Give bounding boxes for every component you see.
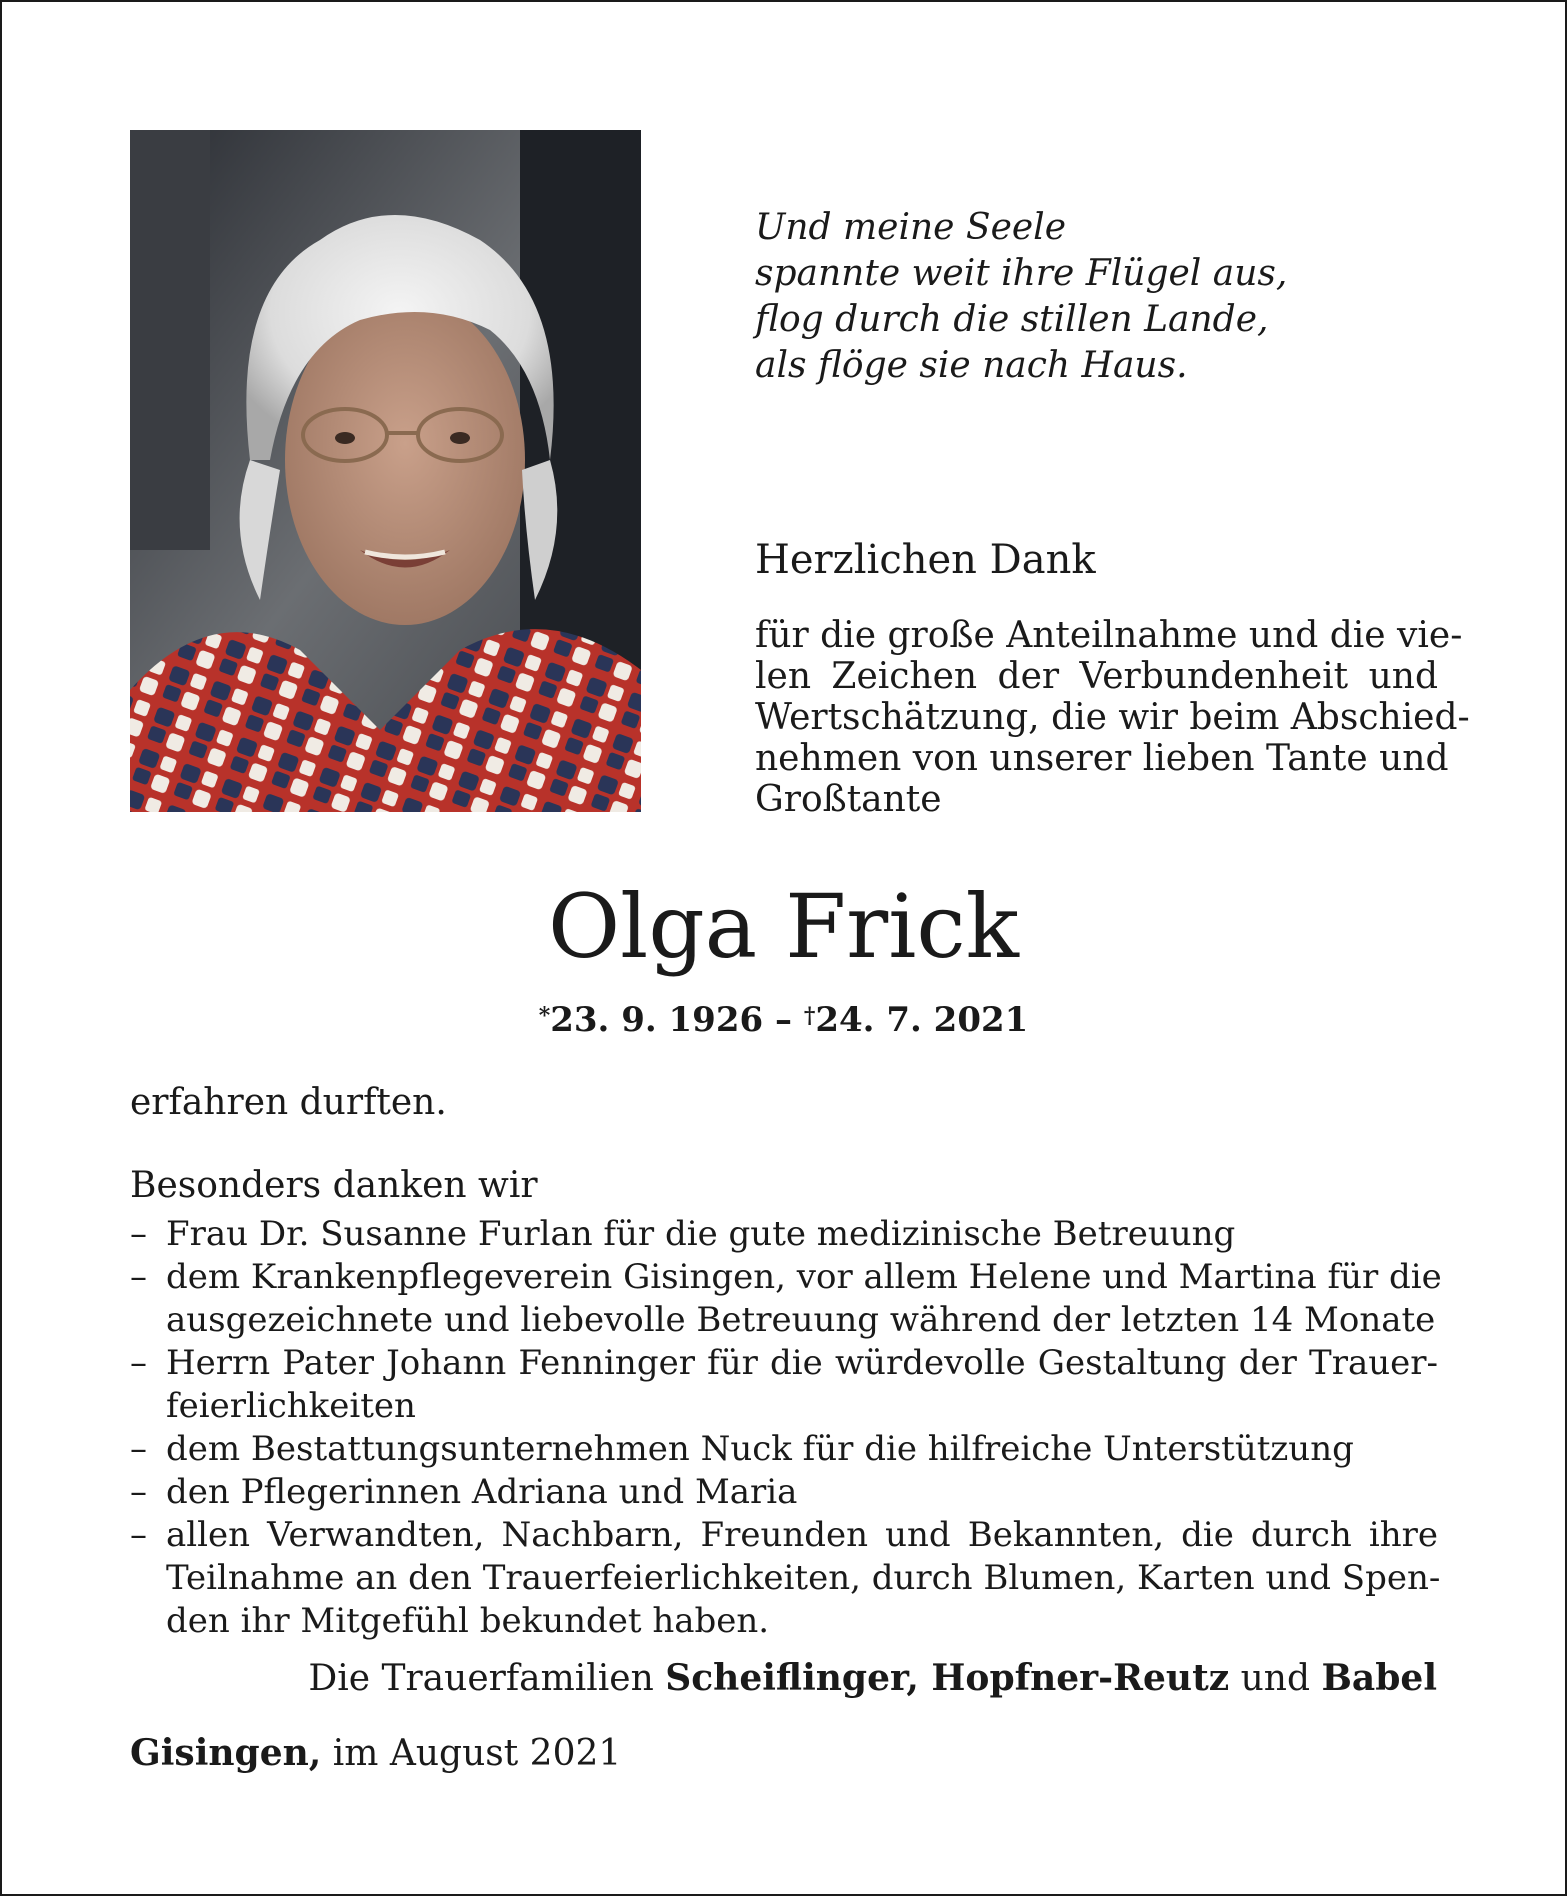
thanks-line: len Zeichen der Verbundenheit und xyxy=(755,656,1438,697)
thanks-line: Großtante xyxy=(755,779,942,820)
thanks-line: Wertschätzung, die wir beim Abschied- xyxy=(755,697,1470,738)
poem-line: Und meine Seele xyxy=(755,207,1066,248)
list-item-line: Teilnahme an den Trauerfeierlichkeiten, durch Blumen, Karten und Spen- xyxy=(166,1558,1441,1598)
list-item-line: dem Krankenpflegeverein Gisingen, vor allem Helene und Martina für die xyxy=(166,1257,1442,1297)
list-item-line: ausgezeichnete und liebevolle Betreuung während der letzten 14 Monate xyxy=(166,1300,1436,1340)
birth-date: 23. 9. 1926 xyxy=(550,1000,764,1040)
list-dash: – xyxy=(130,1515,147,1555)
list-item-line: dem Bestattungsunternehmen Nuck für die hilfreiche Unterstützung xyxy=(166,1429,1354,1469)
after-text: erfahren durften. xyxy=(130,1082,447,1123)
death-date: 24. 7. 2021 xyxy=(815,1000,1029,1040)
list-item-line: feierlichkeiten xyxy=(166,1386,416,1426)
poem xyxy=(755,205,1315,389)
list-dash: – xyxy=(130,1429,147,1469)
thanks-body xyxy=(755,615,1470,820)
death-symbol: † xyxy=(803,1003,816,1029)
list-item-line: Frau Dr. Susanne Furlan für die gute medizinische Betreuung xyxy=(166,1214,1236,1254)
signature-prefix: Die Trauerfamilien xyxy=(308,1658,666,1699)
list-item xyxy=(130,1213,1438,1256)
portrait-photo xyxy=(130,130,641,812)
life-dates xyxy=(0,998,1567,1042)
list-item xyxy=(130,1428,1438,1471)
list-dash: – xyxy=(130,1343,147,1383)
list-item xyxy=(130,1514,1441,1643)
list-item-line: allen Verwandten, Nachbarn, Freunden und Bekannten, die durch ihre xyxy=(166,1515,1438,1555)
deceased-name: Olga Frick xyxy=(548,875,1019,978)
special-thanks-heading: Besonders danken wir xyxy=(130,1165,538,1206)
list-item-line: den Pflegerinnen Adriana und Maria xyxy=(166,1472,798,1512)
place-date xyxy=(130,1730,621,1777)
list-item-line: Herrn Pater Johann Fenninger für die würdevolle Gestaltung der Trauer- xyxy=(166,1343,1438,1383)
signature xyxy=(308,1655,1437,1702)
poem-line: spannte weit ihre Flügel aus, xyxy=(755,253,1288,294)
special-thanks-list xyxy=(130,1213,1442,1643)
thanks-line: nehmen von unserer lieben Tante und xyxy=(755,738,1449,779)
poem-line: flog durch die stillen Lande, xyxy=(755,299,1269,340)
signature-families-1: Scheiflinger, Hopfner-Reutz xyxy=(665,1657,1230,1699)
date-separator: – xyxy=(763,1000,804,1040)
thanks-line: für die große Anteilnahme und die vie- xyxy=(755,615,1463,656)
list-item-line: den ihr Mitgefühl bekundet haben. xyxy=(166,1601,770,1641)
poem-line: als flöge sie nach Haus. xyxy=(755,345,1188,386)
place: Gisingen, xyxy=(130,1732,322,1774)
thanks-heading: Herzlichen Dank xyxy=(755,537,1096,583)
list-dash: – xyxy=(130,1214,147,1254)
signature-middle: und xyxy=(1229,1658,1322,1699)
list-item xyxy=(130,1256,1442,1342)
birth-symbol: * xyxy=(538,1003,551,1029)
list-item xyxy=(130,1471,1438,1514)
date: im August 2021 xyxy=(321,1733,622,1774)
list-dash: – xyxy=(130,1257,147,1297)
list-item xyxy=(130,1342,1438,1428)
signature-families-2: Babel xyxy=(1321,1657,1437,1699)
list-dash: – xyxy=(130,1472,147,1512)
